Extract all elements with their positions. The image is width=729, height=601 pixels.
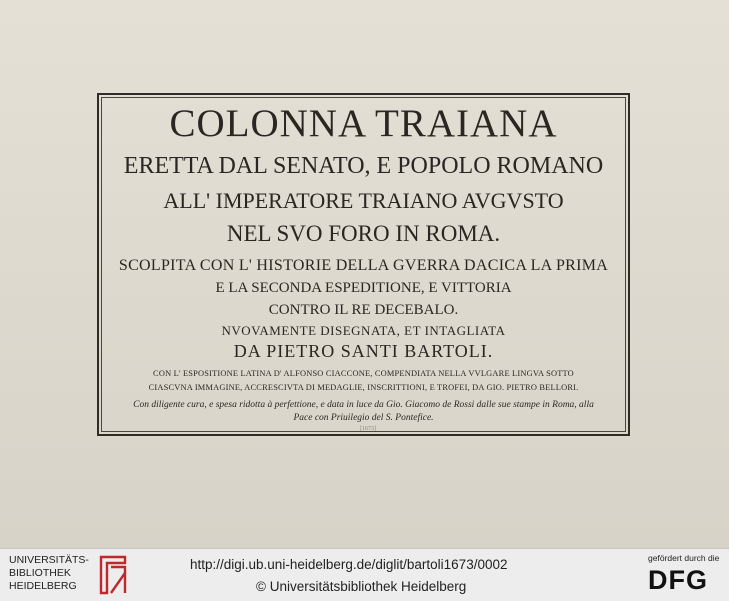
title-frame <box>97 93 630 436</box>
main-title: COLONNA TRAIANA <box>169 102 558 145</box>
exposition-line-1: CON L' ESPOSITIONE LATINA D' ALFONSO CIACCONE, COMPENDIATA NELLA VVLGARE LINGVA SOTTO <box>153 369 574 378</box>
copyright-text: © Universitätsbibliothek Heidelberg <box>256 579 467 594</box>
description-line-3: CONTRO IL RE DECEBALO. <box>268 302 459 318</box>
dfg-logo[interactable]: DFG <box>648 565 708 595</box>
library-name-line-2: BIBLIOTHEK <box>9 567 71 579</box>
subtitle-line-1: ERETTA DAL SENATO, E POPOLO ROMANO <box>123 153 604 179</box>
description-line-2: E LA SECONDA ESPEDITIONE, E VITTORIA <box>215 280 512 296</box>
author-line: DA PIETRO SANTI BARTOLI. <box>233 341 494 361</box>
library-name-line-1: UNIVERSITÄTS- <box>9 554 89 566</box>
footer-bar <box>0 548 729 601</box>
imprint-line-1: Con diligente cura, e spesa ridotta à perfettione, e data in luce da Gio. Giacomo de Rossi dalle sue stampe in Roma, alla <box>133 400 594 410</box>
subtitle-line-2: ALL' IMPERATORE TRAIANO AVGVSTO <box>163 188 564 213</box>
funding-caption: gefördert durch die <box>648 553 720 563</box>
library-name-line-3: HEIDELBERG <box>9 580 77 592</box>
library-stamp: [1673] <box>360 426 376 432</box>
permalink-url[interactable]: http://digi.ub.uni-heidelberg.de/diglit/bartoli1673/0002 <box>190 557 508 572</box>
library-logo-icon[interactable] <box>95 553 131 597</box>
subtitle-line-3: NEL SVO FORO IN ROMA. <box>226 221 501 246</box>
imprint-line-2: Pace con Priuilegio del S. Pontefice. <box>293 413 434 423</box>
description-line-1: SCOLPITA CON L' HISTORIE DELLA GVERRA DACICA LA PRIMA <box>118 257 609 274</box>
exposition-line-2: CIASCVNA IMMAGINE, ACCRESCIVTA DI MEDAGLIE, INSCRITTIONI, E TROFEI, DA GIO. PIETRO BELLORI. <box>148 383 579 392</box>
description-line-4: NVOVAMENTE DISEGNATA, ET INTAGLIATA <box>221 323 506 338</box>
library-logo-text[interactable] <box>9 554 99 593</box>
